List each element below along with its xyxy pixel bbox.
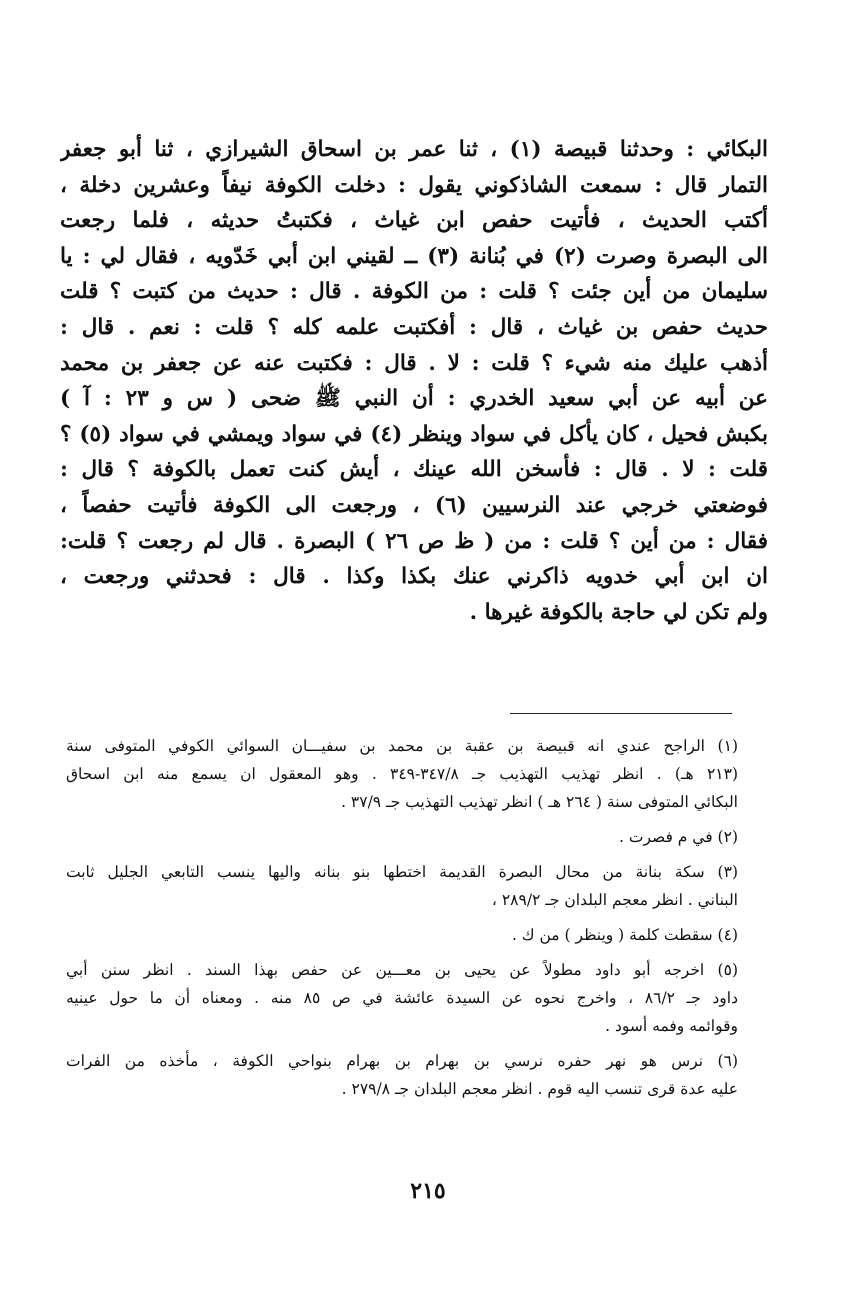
footnote-3 <box>66 858 738 914</box>
footnote-5 <box>66 956 738 1040</box>
text-line: فوضعتي خرجي عند النرسيين (٦) ، ورجعت الى الكوفة فأتيت حفصاً ، <box>60 492 768 518</box>
footnote-line: (٥) اخرجه أبو داود مطولاً عن يحيى بن معـــين عن حفص بهذا السند . انظر سنن أبي <box>66 961 738 979</box>
text-line: فقال : من أين ؟ قلت : من ( ظ ص ٢٦ ) البصرة . قال لم رجعت ؟ قلت: <box>60 528 768 554</box>
text-line: حديث حفص بن غياث ، قال : أفكتبت علمه كله ؟ قلت : نعم . قال : <box>60 314 768 340</box>
footnote-line: (٣) سكة بنانة من محال البصرة القديمة اختطها بنو بنانه واليها ينسب التابعي الجليل ثابت <box>66 863 738 881</box>
footnote-line: (٢١٣ هـ) . انظر تهذيب التهذيب جـ ٣٤٧/٨-٣٤٩ . وهو المعقول ان يسمع منه ابن اسحاق <box>66 765 738 783</box>
footnotes-block <box>66 732 738 1110</box>
text-line: أذهب عليك منه شيء ؟ قلت : لا . قال : فكتبت عنه عن جعفر بن محمد <box>60 350 768 376</box>
footnote-line: داود جـ ٨٦/٢ ، واخرج نحوه عن السيدة عائشة في ص ٨٥ منه . ومعناه أن ما حول عينيه <box>66 989 738 1007</box>
footnote-line: البناني . انظر معجم البلدان جـ ٢٨٩/٢ ، <box>491 891 738 909</box>
footnote-line: البكائي المتوفى سنة ( ٢٦٤ هـ ) انظر تهذيب التهذيب جـ ٣٧/٩ . <box>341 793 738 811</box>
text-line: البكائي : وحدثنا قبيصة (١) ، ثنا عمر بن اسحاق الشيرازي ، ثنا أبو جعفر <box>60 137 768 162</box>
footnote-2 <box>66 823 738 851</box>
footnote-4 <box>66 921 738 949</box>
text-line: الى البصرة وصرت (٢) في بُنانة (٣) ــ لقيني ابن أبي خَدّويه ، فقال لي : يا <box>60 243 768 269</box>
text-line: سليمان من أين جئت ؟ قلت : من الكوفة . قال : حديث من كتبت ؟ قلت <box>60 279 768 305</box>
footnote-separator <box>510 713 732 714</box>
text-line: عن أبيه عن أبي سعيد الخدري : أن النبي ﷺ ضحى ( س و ٢٣ : آ ) <box>60 386 768 412</box>
text-line: ان ابن أبي خدويه ذاكرني عنك بكذا وكذا . قال : فحدثني ورجعت ، <box>60 564 768 590</box>
footnote-line: (٤) سقطت كلمة ( وينظر ) من ك . <box>511 926 738 944</box>
footnote-line: وقوائمه وفمه أسود . <box>605 1017 738 1035</box>
text-line: أكتب الحديث ، فأتيت حفص ابن غياث ، فكتبتُ حديثه ، فلما رجعت <box>60 208 768 234</box>
footnote-line: (٢) في م فصرت . <box>619 828 738 846</box>
text-line: قلت : لا . قال : فأسخن الله عينك ، أيش كنت تعمل بالكوفة ؟ قال : <box>60 457 768 483</box>
footnote-6 <box>66 1047 738 1103</box>
page-number: ٢١٥ <box>410 1178 446 1204</box>
footnote-1 <box>66 732 738 816</box>
main-text-block <box>60 132 768 630</box>
text-line: بكبش فحيل ، كان يأكل في سواد وينظر (٤) في سواد ويمشي في سواد (٥) ؟ <box>60 421 768 447</box>
text-line: التمار قال : سمعت الشاذكوني يقول : دخلت الكوفة نيفاً وعشرين دخلة ، <box>60 172 768 198</box>
footnote-line: عليه عدة قرى تنسب اليه قوم . انظر معجم البلدان جـ ٢٧٩/٨ . <box>341 1080 738 1098</box>
footnote-line: (٦) نرس هو نهر حفره نرسي بن بهرام بن بهرام بنواحي الكوفة ، مأخذه من الفرات <box>66 1052 738 1070</box>
footnote-line: (١) الراجح عندي انه قبيصة بن عقبة بن محمد بن سفيـــان السوائي الكوفي المتوفى سنة <box>66 737 738 755</box>
text-line: ولم تكن لي حاجة بالكوفة غيرها . <box>469 599 768 625</box>
